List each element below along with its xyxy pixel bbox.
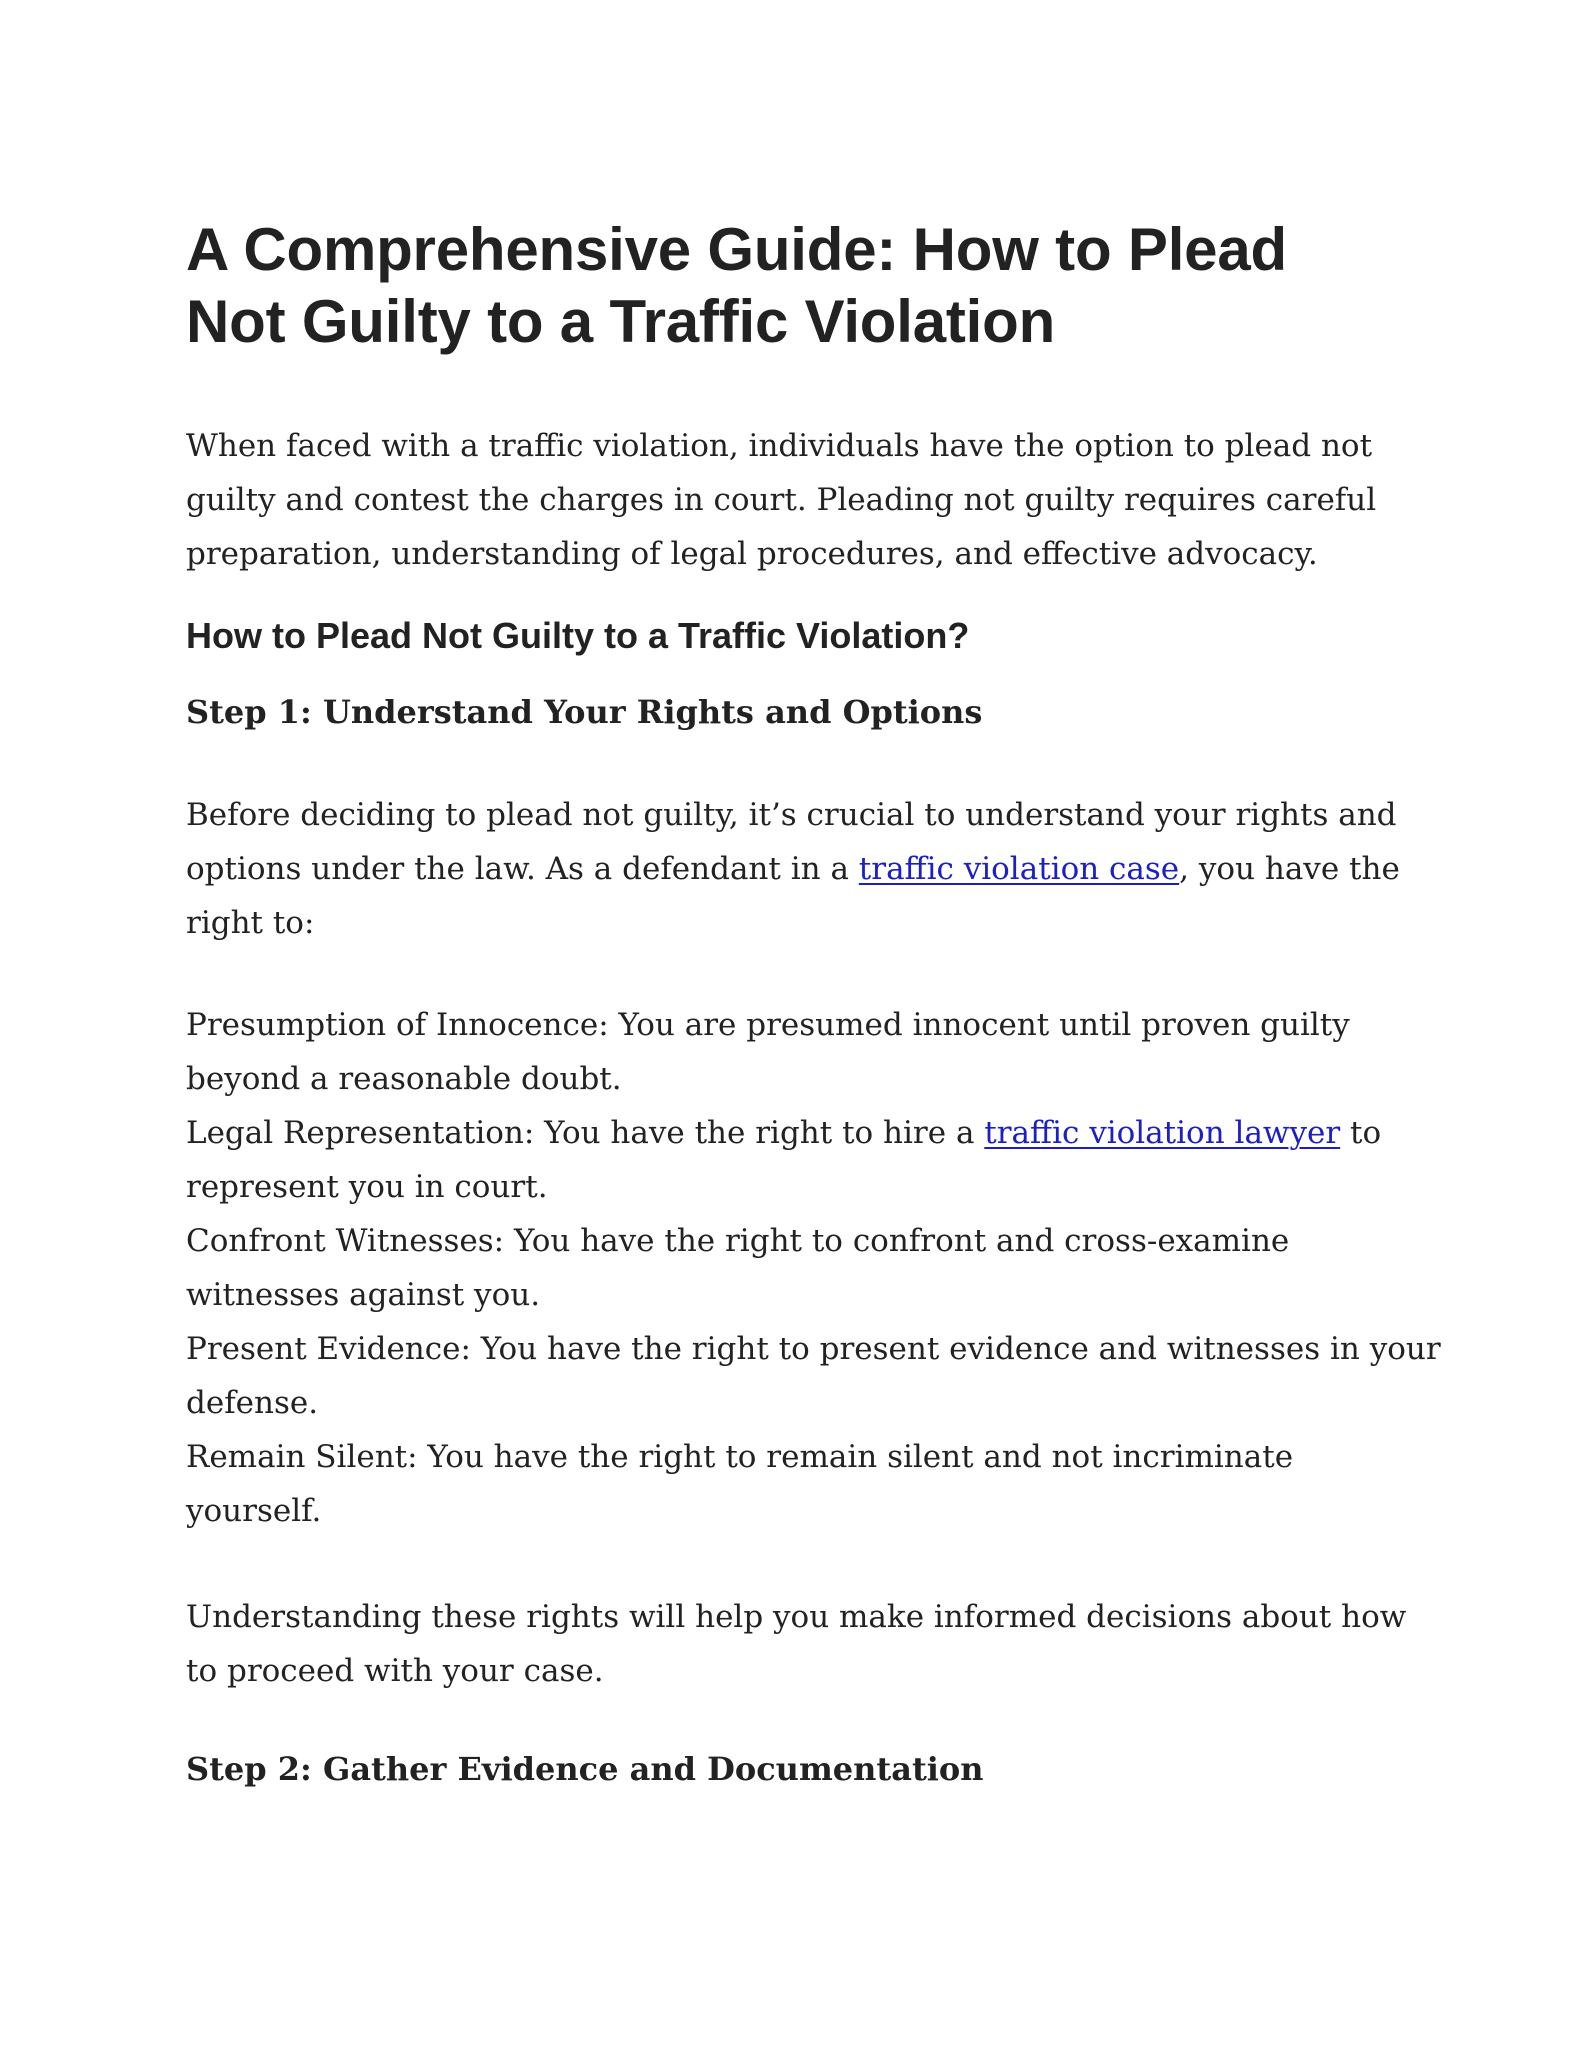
rights-item-line <box>186 1106 1426 1160</box>
step1-paragraph <box>186 788 1426 950</box>
rights-item-line: defense. <box>186 1385 319 1421</box>
rights-item-line: witnesses against you. <box>186 1277 541 1313</box>
rights-item-line: beyond a reasonable doubt. <box>186 1061 622 1097</box>
step1-text: , you have the <box>1179 851 1400 887</box>
traffic-violation-lawyer-link[interactable]: traffic violation lawyer <box>984 1115 1341 1151</box>
step1-line: right to: <box>186 905 315 941</box>
rights-item-line: represent you in court. <box>186 1169 548 1205</box>
rights-text: to <box>1340 1115 1382 1151</box>
title-line: Not Guilty to a Traffic Violation <box>186 288 1056 355</box>
step1-heading: Step 1: Understand Your Rights and Options <box>186 693 983 731</box>
closing-line: Understanding these rights will help you make informed decisions about how <box>186 1599 1407 1635</box>
rights-text: Legal Representation: You have the right to hire a <box>186 1115 985 1151</box>
step1-line <box>186 842 1426 896</box>
closing-line: to proceed with your case. <box>186 1653 604 1689</box>
section-heading: How to Plead Not Guilty to a Traffic Violation? <box>186 615 970 656</box>
step1-text: options under the law. As a defendant in a <box>186 851 859 887</box>
page-title <box>186 214 1416 358</box>
rights-item-line: yourself. <box>186 1493 322 1529</box>
rights-list <box>186 998 1441 1538</box>
traffic-violation-case-link[interactable]: traffic violation case <box>858 851 1180 887</box>
rights-item-line: Presumption of Innocence: You are presumed innocent until proven guilty <box>186 1007 1350 1043</box>
intro-line: preparation, understanding of legal procedures, and effective advocacy. <box>186 536 1318 572</box>
rights-item-line: Remain Silent: You have the right to remain silent and not incriminate <box>186 1439 1294 1475</box>
intro-line: guilty and contest the charges in court. Pleading not guilty requires careful <box>186 482 1377 518</box>
intro-line: When faced with a traffic violation, individuals have the option to plead not <box>186 428 1373 464</box>
intro-paragraph <box>186 419 1426 581</box>
title-line: A Comprehensive Guide: How to Plead <box>186 216 1287 283</box>
step1-line: Before deciding to plead not guilty, it’s crucial to understand your rights and <box>186 797 1397 833</box>
rights-item-line: Present Evidence: You have the right to present evidence and witnesses in your <box>186 1331 1441 1367</box>
step2-heading: Step 2: Gather Evidence and Documentation <box>186 1750 984 1788</box>
step1-closing-paragraph <box>186 1590 1426 1698</box>
rights-item-line: Confront Witnesses: You have the right to confront and cross-examine <box>186 1223 1290 1259</box>
